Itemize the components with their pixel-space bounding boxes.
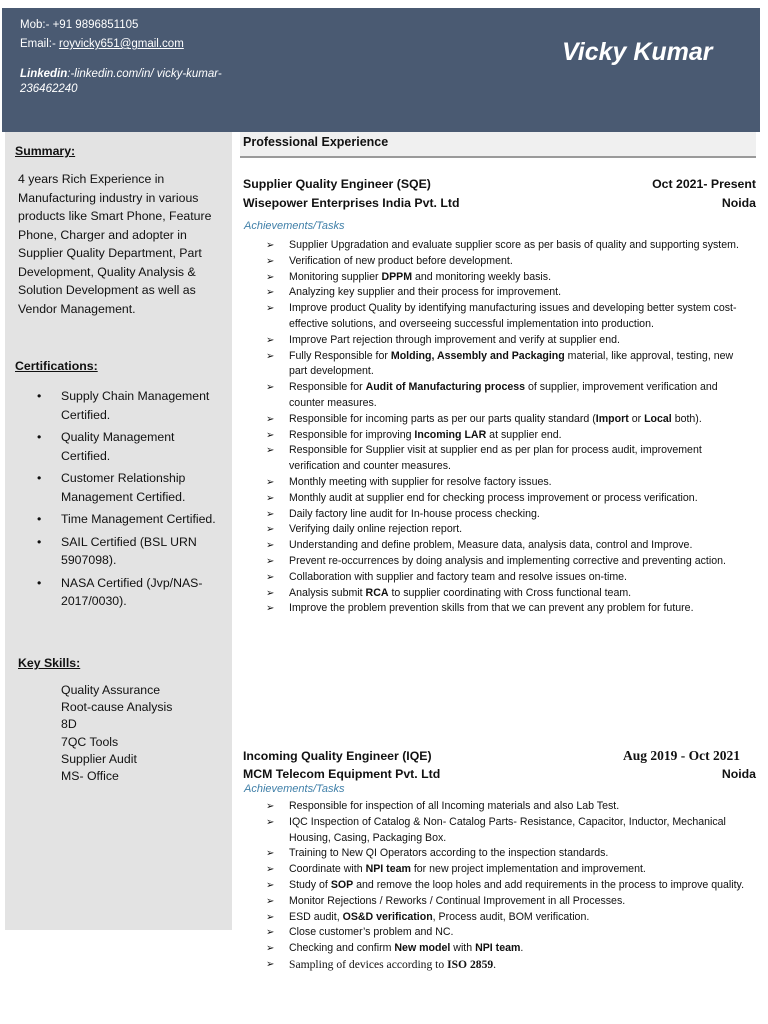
job-dates: Aug 2019 - Oct 2021 <box>623 748 740 763</box>
linkedin-url[interactable]: :-linkedin.com/in/ vicky-kumar- 236462240 <box>20 68 222 95</box>
arrow-bullet-icon: ➢ <box>266 816 275 828</box>
bullet-icon: • <box>37 430 42 444</box>
job-location: Noida <box>721 196 756 210</box>
certifications-heading: Certifications: <box>15 359 98 373</box>
arrow-bullet-icon: ➢ <box>266 382 275 394</box>
task-emphasis: Local <box>644 412 672 425</box>
contact-info <box>20 16 184 54</box>
task-emphasis: NPI team <box>365 863 411 876</box>
arrow-bullet-icon: ➢ <box>266 879 275 891</box>
bullet-icon: • <box>37 534 42 549</box>
task-item: ➢ Close customer’s problem and NC. <box>266 925 754 941</box>
sidebar <box>5 132 232 930</box>
arrow-bullet-icon: ➢ <box>266 927 275 939</box>
task-item: ➢ Monthly meeting with supplier for resolve factory issues. <box>266 475 754 491</box>
email-link[interactable]: royvicky651@gmail.com <box>58 38 184 50</box>
arrow-bullet-icon: ➢ <box>266 958 275 970</box>
task-emphasis: SOP <box>330 878 354 891</box>
task-item: ➢ Prevent re-occurrences by doing analysis and implementing corrective and preventing action. <box>266 554 754 570</box>
resume-header <box>2 8 760 132</box>
candidate-name: Vicky Kumar <box>562 38 713 66</box>
task-emphasis: Import <box>595 412 629 425</box>
arrow-bullet-icon: ➢ <box>266 603 275 615</box>
task-emphasis: RCA <box>365 586 389 599</box>
arrow-bullet-icon: ➢ <box>266 350 275 362</box>
arrow-bullet-icon: ➢ <box>266 255 275 267</box>
task-item: ➢ Understanding and define problem, Measure data, analysis data, control and Improve. <box>266 538 754 554</box>
arrow-bullet-icon: ➢ <box>266 587 275 599</box>
task-emphasis: Incoming LAR <box>414 428 487 441</box>
task-emphasis: New model <box>394 942 451 955</box>
job-dates: Oct 2021- Present <box>652 177 756 191</box>
certifications-list <box>19 387 224 615</box>
arrow-bullet-icon: ➢ <box>266 895 275 907</box>
arrow-bullet-icon: ➢ <box>266 303 275 315</box>
task-emphasis: DPPM <box>381 270 413 283</box>
task-item: ➢ Collaboration with supplier and factory team and resolve issues on-time. <box>266 570 754 586</box>
task-emphasis: Molding, Assembly and Packaging <box>390 349 565 362</box>
task-list <box>266 799 754 973</box>
task-emphasis: Audit of Manufacturing process <box>365 381 526 394</box>
certification-item: • Customer Relationship Management Certified. <box>37 471 186 504</box>
skill-item: 7QC Tools <box>61 734 119 749</box>
certification-item: • SAIL Certified (BSL URN 5907098). <box>37 534 197 567</box>
task-item: ➢ Sampling of devices according to ISO 2859. <box>266 957 497 971</box>
task-item: ➢ Checking and confirm New model with NPI team. <box>266 941 754 957</box>
skill-item: Root-cause Analysis <box>61 700 173 715</box>
arrow-bullet-icon: ➢ <box>266 540 275 552</box>
arrow-bullet-icon: ➢ <box>266 334 275 346</box>
certification-item: • Time Management Certified. <box>19 510 224 529</box>
section-title: Professional Experience <box>243 135 389 149</box>
achievements-label: Achievements/Tasks <box>244 220 345 232</box>
arrow-bullet-icon: ➢ <box>266 476 275 488</box>
task-item: ➢ Training to New QI Operators according to the inspection standards. <box>266 846 754 862</box>
arrow-bullet-icon: ➢ <box>266 287 275 299</box>
linkedin-line <box>20 67 225 97</box>
task-item: ➢ Monthly audit at supplier end for checking process improvement or process verification. <box>266 491 754 507</box>
task-item: ➢ Responsible for Audit of Manufacturing process of supplier, improvement verification and counter measures. <box>266 381 718 409</box>
task-item: ➢ Analyzing key supplier and their process for improvement. <box>266 285 754 301</box>
arrow-bullet-icon: ➢ <box>266 943 275 955</box>
section-header-bar <box>240 132 756 158</box>
task-emphasis: OS&D verification <box>342 910 433 923</box>
summary-heading: Summary: <box>15 144 76 158</box>
arrow-bullet-icon: ➢ <box>266 864 275 876</box>
arrow-bullet-icon: ➢ <box>266 445 275 457</box>
arrow-bullet-icon: ➢ <box>266 524 275 536</box>
arrow-bullet-icon: ➢ <box>266 508 275 520</box>
task-emphasis: NPI team <box>475 942 521 955</box>
task-item: ➢ ESD audit, OS&D verification, Process audit, BOM verification. <box>266 910 754 926</box>
certification-item: • Quality Management Certified. <box>37 430 175 463</box>
bullet-icon: • <box>37 389 42 403</box>
company-name: Wisepower Enterprises India Pvt. Ltd <box>243 196 460 210</box>
skill-item: Supplier Audit <box>61 751 137 766</box>
key-skills-heading: Key Skills: <box>18 656 81 670</box>
bullet-icon: • <box>37 512 42 526</box>
job-title: Incoming Quality Engineer (IQE) <box>243 749 432 763</box>
task-item: ➢ Fully Responsible for Molding, Assembly and Packaging material, like approval, testing, new part development. <box>266 349 734 378</box>
task-item: ➢ Improve the problem prevention skills from that we can prevent any problem for future. <box>266 601 754 617</box>
task-item: ➢ Study of SOP and remove the loop holes and add requirements in the process to improve quality. <box>266 878 754 894</box>
task-item: ➢ Verification of new product before development. <box>266 254 754 270</box>
achievements-label: Achievements/Tasks <box>244 783 345 795</box>
skill-item: Quality Assurance <box>61 683 161 697</box>
email-label: Email:- <box>20 38 59 50</box>
arrow-bullet-icon: ➢ <box>266 240 275 251</box>
task-item: ➢ Responsible for incoming parts as per our parts quality standard (Import or Local both). <box>266 412 754 428</box>
key-skills-list <box>61 682 172 785</box>
task-item: ➢ Analysis submit RCA to supplier coordinating with Cross functional team. <box>266 586 754 602</box>
task-item: ➢ Verifying daily online rejection report. <box>266 522 754 538</box>
task-item: ➢ Coordinate with NPI team for new project implementation and improvement. <box>266 862 754 878</box>
summary-text: 4 years Rich Experience in Manufacturing industry in various products like Smart Phone, Feature Phone, Charger and adopter in Supplier Quality Department, Part Development, Quality Analysis & Solution Development as well as Vendor Management. <box>18 172 212 316</box>
task-item: ➢ Responsible for inspection of all Incoming materials and also Lab Test. <box>266 799 754 815</box>
task-item: ➢ Improve product Quality by identifying manufacturing issues and developing better system cost-effective solutions, and overseeing successful implementation into production. <box>266 302 737 330</box>
arrow-bullet-icon: ➢ <box>266 271 275 283</box>
arrow-bullet-icon: ➢ <box>266 413 275 425</box>
arrow-bullet-icon: ➢ <box>266 848 275 860</box>
skill-item: MS- Office <box>61 769 119 784</box>
certification-item: • NASA Certified (Jvp/NAS-2017/0030). <box>37 575 203 608</box>
skill-item: 8D <box>61 717 77 732</box>
task-emphasis: ISO 2859 <box>447 957 494 971</box>
company-name: MCM Telecom Equipment Pvt. Ltd <box>243 767 441 781</box>
arrow-bullet-icon: ➢ <box>266 801 275 812</box>
task-item: ➢ Monitor Rejections / Reworks / Continual Improvement in all Processes. <box>266 894 754 910</box>
task-item: ➢ Monitoring supplier DPPM and monitoring weekly basis. <box>266 270 754 286</box>
job-location: Noida <box>721 767 756 781</box>
task-item: ➢ Improve Part rejection through improvement and verify at supplier end. <box>266 333 754 349</box>
linkedin-label: Linkedin <box>20 68 68 80</box>
bullet-icon: • <box>37 575 42 590</box>
arrow-bullet-icon: ➢ <box>266 571 275 583</box>
task-list <box>266 238 754 617</box>
mobile-number: Mob:- +91 9896851105 <box>20 19 139 31</box>
task-item: ➢ Responsible for improving Incoming LAR at supplier end. <box>266 428 754 444</box>
arrow-bullet-icon: ➢ <box>266 429 275 441</box>
arrow-bullet-icon: ➢ <box>266 911 275 923</box>
arrow-bullet-icon: ➢ <box>266 492 275 504</box>
job-title: Supplier Quality Engineer (SQE) <box>243 177 431 191</box>
certification-item: • Supply Chain Management Certified. <box>37 389 210 422</box>
email-line <box>20 35 184 54</box>
task-item: ➢ Supplier Upgradation and evaluate supplier score as per basis of quality and supporting system. <box>266 238 754 254</box>
task-item: ➢ IQC Inspection of Catalog & Non- Catalog Parts- Resistance, Capacitor, Inductor, Mechanical Housing, Casing, Packaging Box. <box>266 815 726 844</box>
task-item: ➢ Responsible for Supplier visit at supplier end as per plan for process audit, improvement verification and counter measures. <box>266 444 702 473</box>
bullet-icon: • <box>37 471 42 485</box>
task-item: ➢ Daily factory line audit for In-house process checking. <box>266 507 754 523</box>
arrow-bullet-icon: ➢ <box>266 555 275 567</box>
